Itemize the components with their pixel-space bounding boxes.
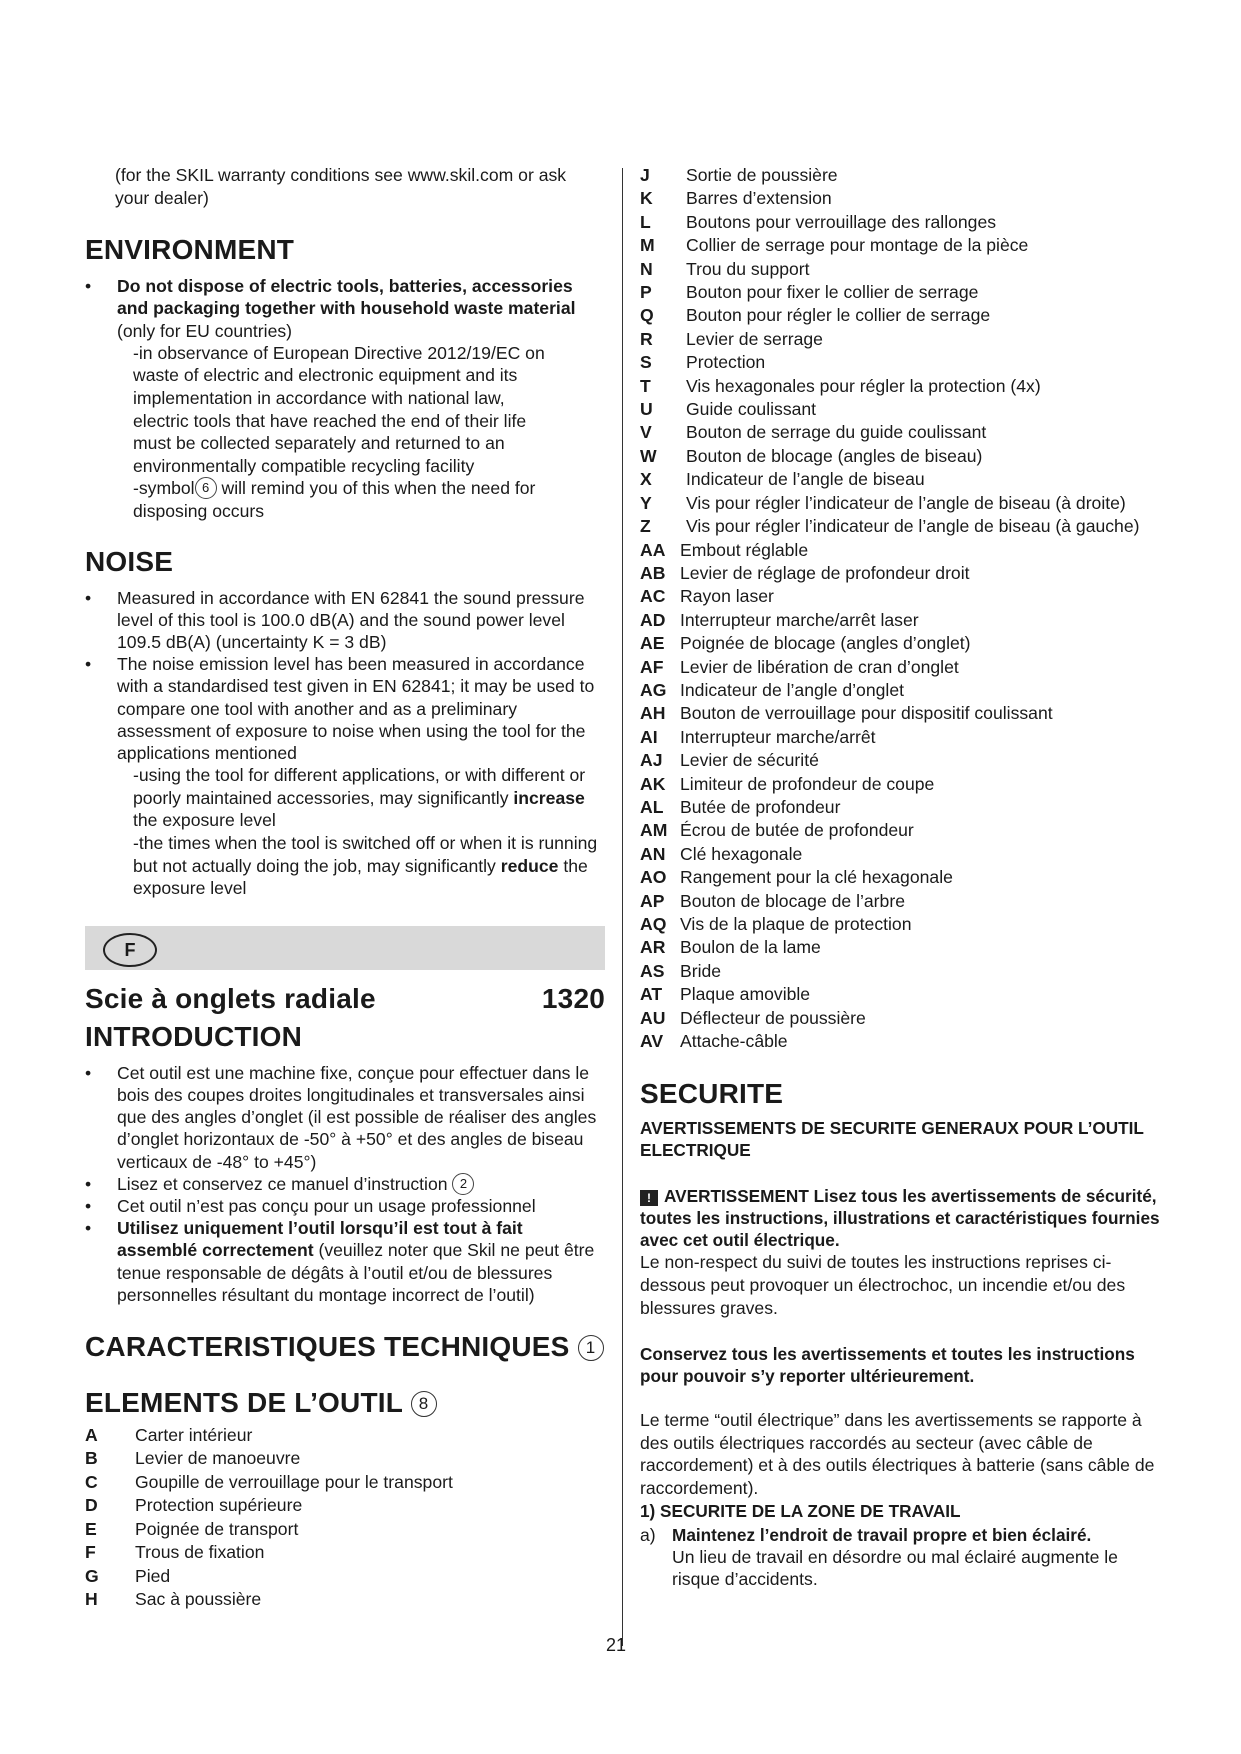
part-key: AF [640,656,664,677]
parts-list-item [640,187,1170,210]
warning-bold-text: AVERTISSEMENT Lisez tous les avertissements de sécurité, toutes les instructions, illustrations et caractéristiques fournies avec cet outil électrique. [640,1186,1160,1251]
parts-list-item [640,679,1170,702]
part-key: C [85,1471,98,1492]
parts-list-item [640,726,1170,749]
intro-bullet-3: • Cet outil n’est pas conçu pour un usage professionnel [85,1195,605,1217]
part-key: B [85,1448,98,1469]
part-key: P [640,282,652,303]
parts-list-item [640,773,1170,796]
intro-bullet-1: • Cet outil est une machine fixe, conçue pour effectuer dans le bois des coupes droites longitudinales et transversales ainsi que des angles d’onglet (il est possible de réaliser des angles d’onglet horizontaux de -50° à +50° et des angles de biseau verticaux de -48° to +45°) [85,1062,605,1173]
part-key: T [640,375,651,396]
warranty-note: (for the SKIL warranty conditions see www.skil.com or ask your dealer) [115,165,567,208]
noise-dash-1-pre: -using the tool for different applications, or with different or poorly maintained accessories, may significantly [133,765,586,808]
parts-list-item [640,913,1170,936]
environment-bullet [85,275,605,342]
part-label: Guide coulissant [686,399,817,420]
environment-dash-2-post: will remind you of this when the need for disposing occurs [133,478,536,521]
product-title: Scie à onglets radiale [85,982,376,1014]
part-label: Collier de serrage pour montage de la pièce [686,235,1029,256]
securite-subheading: AVERTISSEMENTS DE SECURITE GENERAUX POUR L’OUTIL ELECTRIQUE [640,1118,1144,1161]
part-label: Goupille de verrouillage pour le transport [135,1471,453,1492]
part-key: AI [640,726,658,747]
environment-dash-1: -in observance of European Directive 2012/19/EC on waste of electric and electronic equipment and its implementation in accordance with national law, electric tools that have reached the end of their life must be collected separately and returned to an environmentally compatible recycling facility [133,342,545,476]
parts-list-item [85,1471,605,1495]
part-key: L [640,211,651,232]
environment-dash-2-pre: -symbol [133,478,195,499]
figure-ref-icon: 8 [411,1391,437,1417]
part-label: Bride [680,960,722,981]
warning-text: Le non-respect du suivi de toutes les instructions reprises ci-dessous peut provoquer un électrochoc, un incendie et/ou des blessures graves. [640,1252,1126,1318]
parts-list-item [640,351,1170,374]
part-key: AT [640,984,663,1005]
parts-list-item [640,398,1170,421]
part-key: AM [640,820,668,841]
item-a [640,1524,1170,1591]
page-number: 21 [606,1635,627,1655]
intro-bullet-2 [85,1173,605,1195]
parts-list-item [85,1518,605,1542]
parts-list-left [85,1424,605,1612]
parts-list-item [85,1424,605,1448]
figure-ref-icon: 2 [452,1173,474,1195]
part-label: Interrupteur marche/arrêt [680,726,876,747]
figure-ref-icon: 1 [578,1335,604,1361]
parts-list-item [640,890,1170,913]
part-key: J [640,165,650,185]
parts-list-item [85,1447,605,1471]
item-a-text: Un lieu de travail en désordre ou mal éclairé augmente le risque d’accidents. [672,1546,1118,1590]
part-key: AL [640,796,664,817]
part-label: Levier de réglage de profondeur droit [680,562,970,583]
column-divider [622,168,623,1646]
part-label: Pied [135,1565,171,1586]
part-key: AV [640,1031,664,1052]
part-key: AH [640,703,666,724]
parts-list-right [640,164,1170,1053]
part-label: Indicateur de l’angle de biseau [686,469,925,490]
elements-heading-text: ELEMENTS DE L’OUTIL [85,1386,411,1418]
parts-list-item [640,515,1170,538]
parts-list-item [640,585,1170,608]
part-key: V [640,422,652,443]
parts-list-item [640,258,1170,281]
part-key: AP [640,890,665,911]
part-label: Interrupteur marche/arrêt laser [680,609,919,630]
parts-list-item [640,375,1170,398]
part-label: Levier de manoeuvre [135,1448,301,1469]
figure-ref-icon: 6 [195,477,217,499]
noise-dash-1-post: the exposure level [133,810,276,831]
part-key: AB [640,562,666,583]
part-key: AR [640,937,666,958]
part-key: AE [640,633,665,654]
part-label: Écrou de butée de profondeur [680,820,914,841]
part-label: Bouton de blocage de l’arbre [680,890,905,911]
part-key: Q [640,305,654,326]
part-key: AQ [640,914,667,934]
left-column [85,164,605,1612]
caracteristiques-heading [85,1330,605,1364]
part-key: S [640,352,652,373]
intro-bullet-4-tail: (veuillez noter que Skil ne peut être tenue responsable de dégâts à l’outil et/ou de blessures personnelles résultant du montage incorrect de l’outil) [117,1240,595,1305]
parts-list-item [85,1494,605,1518]
part-label: Carter intérieur [135,1424,253,1445]
parts-list-item [640,796,1170,819]
intro-bullet-2-text: Lisez et conservez ce manuel d’instruction [117,1173,453,1194]
noise-dash-1-bold: increase [513,787,585,808]
parts-list-item [640,656,1170,679]
part-key: G [85,1565,99,1586]
part-key: AS [640,960,665,981]
part-label: Attache-câble [680,1031,788,1052]
introduction-heading: INTRODUCTION [85,1020,303,1052]
parts-list-item [640,866,1170,889]
part-key: AK [640,773,666,794]
part-label: Levier de serrage [686,328,823,349]
part-label: Bouton pour régler le collier de serrage [686,305,991,326]
parts-list-item [640,609,1170,632]
environment-dash-2 [85,477,605,522]
part-key: AC [640,586,666,607]
parts-list-item [640,1007,1170,1030]
noise-dash-1 [85,764,605,832]
terme-text: Le terme “outil électrique” dans les avertissements se rapporte à des outils électriques raccordés au secteur (avec câble de raccordement) et à des outils électriques à batterie (sans câble de raccordement). [640,1410,1155,1498]
part-key: F [85,1542,96,1563]
parts-list-item [640,234,1170,257]
part-label: Levier de libération de cran d’onglet [680,656,959,677]
parts-list-item [640,843,1170,866]
part-label: Bouton de verrouillage pour dispositif coulissant [680,703,1053,724]
part-label: Poignée de blocage (angles d’onglet) [680,633,971,654]
parts-list-item [640,468,1170,491]
part-label: Vis hexagonales pour régler la protection (4x) [686,375,1041,396]
part-label: Bouton pour fixer le collier de serrage [686,282,979,303]
part-label: Rayon laser [680,586,774,607]
parts-list-item [640,1030,1170,1053]
part-label: Embout réglable [680,539,809,560]
part-label: Bouton de serrage du guide coulissant [686,422,987,443]
part-key: AG [640,679,667,700]
parts-list-item [640,983,1170,1006]
part-label: Vis de la plaque de protection [680,914,912,934]
parts-list-item [85,1588,605,1612]
part-label: Clé hexagonale [680,843,803,864]
part-key: E [85,1518,97,1539]
parts-list-item [640,960,1170,983]
part-key: H [85,1589,98,1610]
part-label: Barres d’extension [686,188,832,209]
product-title-row [85,982,605,1016]
parts-list-item [640,492,1170,515]
environment-bullet-tail: (only for EU countries) [117,320,293,341]
language-bar [85,926,605,970]
part-key: U [640,399,653,420]
part-key: K [640,188,653,209]
part-label: Protection [686,352,766,373]
item-a-body [672,1524,1170,1591]
parts-list-item [640,819,1170,842]
parts-list-item [640,702,1170,725]
part-key: D [85,1495,98,1516]
part-key: AN [640,843,666,864]
part-label: Levier de sécurité [680,750,819,771]
section-1-heading: 1) SECURITE DE LA ZONE DE TRAVAIL [640,1500,961,1521]
environment-heading: ENVIRONMENT [85,234,295,266]
part-label: Trou du support [686,258,810,279]
parts-list-item [640,304,1170,327]
part-label: Déflecteur de poussière [680,1007,866,1028]
part-label: Sac à poussière [135,1589,262,1610]
part-key: AJ [640,750,663,771]
part-key: Y [640,492,652,513]
warning-icon: ! [640,1190,658,1206]
intro-bullet-4 [85,1217,605,1306]
part-key: N [640,258,653,279]
intro-bullet-4-bold: Utilisez uniquement l’outil lorsqu’il est tout à fait assemblé correctement [117,1218,523,1261]
part-label: Rangement pour la clé hexagonale [680,867,953,888]
noise-dash-2 [85,832,605,900]
parts-list-item [85,1541,605,1565]
part-key: AA [640,539,666,560]
part-label: Vis pour régler l’indicateur de l’angle de biseau (à gauche) [686,516,1140,537]
product-model: 1320 [541,982,605,1014]
part-label: Protection supérieure [135,1495,303,1516]
item-a-label: a) [640,1524,656,1545]
part-key: AO [640,867,667,888]
noise-dash-2-pre: -the times when the tool is switched off or when it is running but not actually doing the job, may significantly [133,832,598,876]
item-a-bold: Maintenez l’endroit de travail propre et bien éclairé. [672,1524,1092,1545]
parts-list-item [640,539,1170,562]
part-label: Trous de fixation [135,1542,265,1563]
part-label: Sortie de poussière [686,165,838,185]
securite-heading: SECURITE [640,1078,784,1110]
noise-bullet-2: • The noise emission level has been measured in accordance with a standardised test given in EN 62841; it may be used to compare one tool with another and as a preliminary assessment of exposure to noise when using the tool for the applications mentioned [85,653,605,764]
part-label: Boulon de la lame [680,937,821,958]
elements-heading [85,1386,605,1420]
parts-list-item [640,164,1170,187]
language-badge: F [103,933,157,967]
part-label: Boutons pour verrouillage des rallonges [686,211,997,232]
parts-list-item [640,421,1170,444]
environment-bullet-bold: Do not dispose of electric tools, batteries, accessories and packaging together with household waste material [117,276,576,319]
part-label: Butée de profondeur [680,796,841,817]
noise-bullet-1: • Measured in accordance with EN 62841 the sound pressure level of this tool is 100.0 dB(A) and the sound power level 109.5 dB(A) (uncertainty K = 3 dB) [85,587,605,654]
part-label: Vis pour régler l’indicateur de l’angle de biseau (à droite) [686,492,1126,513]
right-column [640,164,1170,1591]
noise-dash-2-bold: reduce [500,855,559,876]
part-label: Indicateur de l’angle d’onglet [680,679,904,700]
part-key: M [640,235,655,256]
part-key: AD [640,609,666,630]
parts-list-item [640,281,1170,304]
part-label: Bouton de blocage (angles de biseau) [686,445,983,466]
parts-list-item [640,328,1170,351]
part-key: R [640,328,653,349]
noise-heading: NOISE [85,545,174,577]
part-label: Limiteur de profondeur de coupe [680,773,935,794]
parts-list-item [640,445,1170,468]
parts-list-item [640,936,1170,959]
caracteristiques-heading-text: CARACTERISTIQUES TECHNIQUES [85,1330,578,1362]
parts-list-item [640,211,1170,234]
warning-bold [640,1185,1170,1251]
part-key: X [640,469,652,490]
part-label: Plaque amovible [680,984,811,1005]
part-key: AU [640,1007,666,1028]
parts-list-item [640,632,1170,655]
part-key: W [640,445,657,466]
parts-list-item [85,1565,605,1589]
part-label: Poignée de transport [135,1518,299,1539]
conserve-text: Conservez tous les avertissements et toutes les instructions pour pouvoir s’y reporter ultérieurement. [640,1344,1135,1387]
noise-dash-2-post: the exposure level [133,855,588,899]
part-key: Z [640,516,651,537]
parts-list-item [640,749,1170,772]
warning-block [640,1185,1170,1319]
parts-list-item [640,562,1170,585]
part-key: A [85,1424,98,1445]
